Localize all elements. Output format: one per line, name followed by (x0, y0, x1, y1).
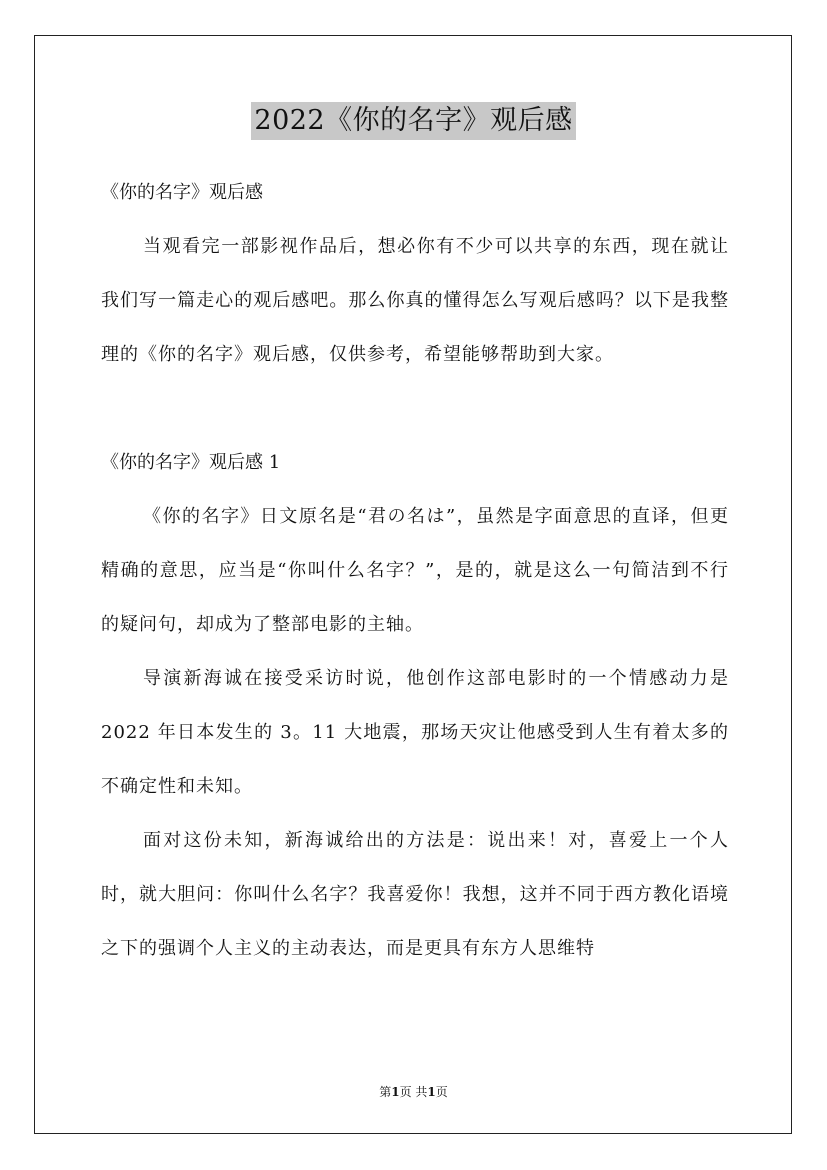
footer-total-pages: 1 (427, 1085, 436, 1099)
section-1-paragraph-3: 面对这份未知，新海诚给出的方法是：说出来！对，喜爱上一个人时，就大胆问：你叫什么名字？我喜爱你！我想，这并不同于西方教化语境之下的强调个人主义的主动表达，而是更具有东方人思维特 (101, 830, 729, 959)
section-1-heading: 《你的名字》观后感 1 (101, 452, 281, 473)
document-title: 2022《你的名字》观后感 (251, 102, 575, 140)
section-1-paragraph-1: 《你的名字》日文原名是“君の名は”，虽然是字面意思的直译，但更精确的意思，应当是“你叫什么名字？”，是的，就是这么一句简洁到不行的疑问句，却成为了整部电影的主轴。 (101, 506, 729, 635)
document-body (101, 166, 729, 976)
footer-middle: 页 共 (399, 1085, 428, 1099)
footer-prefix: 第 (379, 1085, 392, 1099)
page-footer (0, 1083, 827, 1101)
title-container (0, 102, 827, 140)
footer-page-number: 1 (391, 1085, 400, 1099)
section-spacer (101, 382, 729, 436)
intro-heading: 《你的名字》观后感 (101, 182, 263, 203)
section-1-paragraph-2: 导演新海诚在接受采访时说，他创作这部电影时的一个情感动力是 2022 年日本发生的 3。11 大地震，那场天灾让他感受到人生有着太多的不确定性和未知。 (101, 668, 729, 797)
footer-suffix: 页 (435, 1085, 448, 1099)
intro-paragraph: 当观看完一部影视作品后，想必你有不少可以共享的东西，现在就让我们写一篇走心的观后感吧。那么你真的懂得怎么写观后感吗？以下是我整理的《你的名字》观后感，仅供参考，希望能够帮助到大家。 (101, 236, 729, 365)
